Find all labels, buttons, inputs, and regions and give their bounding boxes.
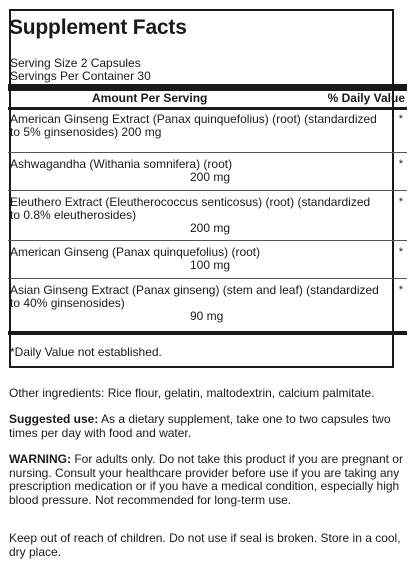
bottom-divider bbox=[8, 331, 407, 335]
daily-value-mark: * bbox=[398, 246, 403, 258]
ingredient-name: Asian Ginseng Extract (Panax ginseng) (stem and leaf) (standardized to 40% ginsenosides) bbox=[10, 283, 379, 310]
ingredient-name: Ashwagandha (Withania somnifera) (root) bbox=[10, 157, 233, 171]
ingredient-row bbox=[10, 113, 407, 139]
thick-divider bbox=[8, 84, 407, 91]
row-divider bbox=[8, 152, 407, 153]
suggested-use-label: Suggested use: bbox=[9, 412, 99, 426]
suggested-use-text: As a dietary supplement, take one to two capsules two times per day with food and water. bbox=[9, 412, 391, 440]
ingredient-amount: 200 mg bbox=[190, 170, 231, 184]
daily-value-footnote: *Daily Value not established. bbox=[10, 345, 162, 359]
ingredient-amount: 100 mg bbox=[190, 258, 231, 272]
serving-size: Serving Size 2 Capsules bbox=[10, 56, 141, 70]
warning bbox=[9, 453, 407, 507]
daily-value-mark: * bbox=[398, 158, 403, 170]
panel-title: Supplement Facts bbox=[9, 16, 187, 39]
ingredient-name: American Ginseng Extract (Panax quinquefolius) (root) (standardized to 5% ginsenosides) 200 mg bbox=[10, 112, 377, 139]
ingredient-row bbox=[10, 246, 407, 272]
storage-instructions: Keep out of reach of children. Do not use if seal is broken. Store in a cool, dry place. bbox=[9, 531, 401, 559]
daily-value-mark: * bbox=[398, 113, 403, 125]
row-divider bbox=[8, 190, 407, 191]
ingredient-row bbox=[10, 158, 407, 184]
daily-value-header: % Daily Value bbox=[327, 91, 405, 105]
daily-value-mark: * bbox=[398, 196, 403, 208]
ingredient-row bbox=[10, 196, 407, 235]
warning-text: For adults only. Do not take this product if you are pregnant or nursing. Consult your healthcare provider before use if you are taking any prescription medication or if you have a medical condition, especially high blood pressure. Not recommended for long-term use. bbox=[9, 452, 403, 507]
row-divider bbox=[8, 278, 407, 279]
serving-info bbox=[10, 57, 151, 83]
warning-label: WARNING: bbox=[9, 452, 71, 466]
suggested-use bbox=[9, 413, 407, 440]
header-divider bbox=[8, 107, 407, 110]
ingredient-row bbox=[10, 284, 407, 323]
servings-per-container: Servings Per Container 30 bbox=[10, 69, 151, 83]
daily-value-mark: * bbox=[398, 284, 403, 296]
amount-header: Amount Per Serving bbox=[92, 91, 208, 105]
ingredient-amount: 90 mg bbox=[190, 309, 224, 323]
other-ingredients: Other ingredients: Rice flour, gelatin, maltodextrin, calcium palmitate. bbox=[9, 386, 375, 400]
ingredient-name: American Ginseng (Panax quinquefolius) (root) bbox=[10, 245, 261, 259]
row-divider bbox=[8, 240, 407, 241]
ingredient-name: Eleuthero Extract (Eleutherococcus senticosus) (root) (standardized to 0.8% eleutherosides) bbox=[10, 195, 371, 222]
ingredient-amount: 200 mg bbox=[190, 221, 231, 235]
